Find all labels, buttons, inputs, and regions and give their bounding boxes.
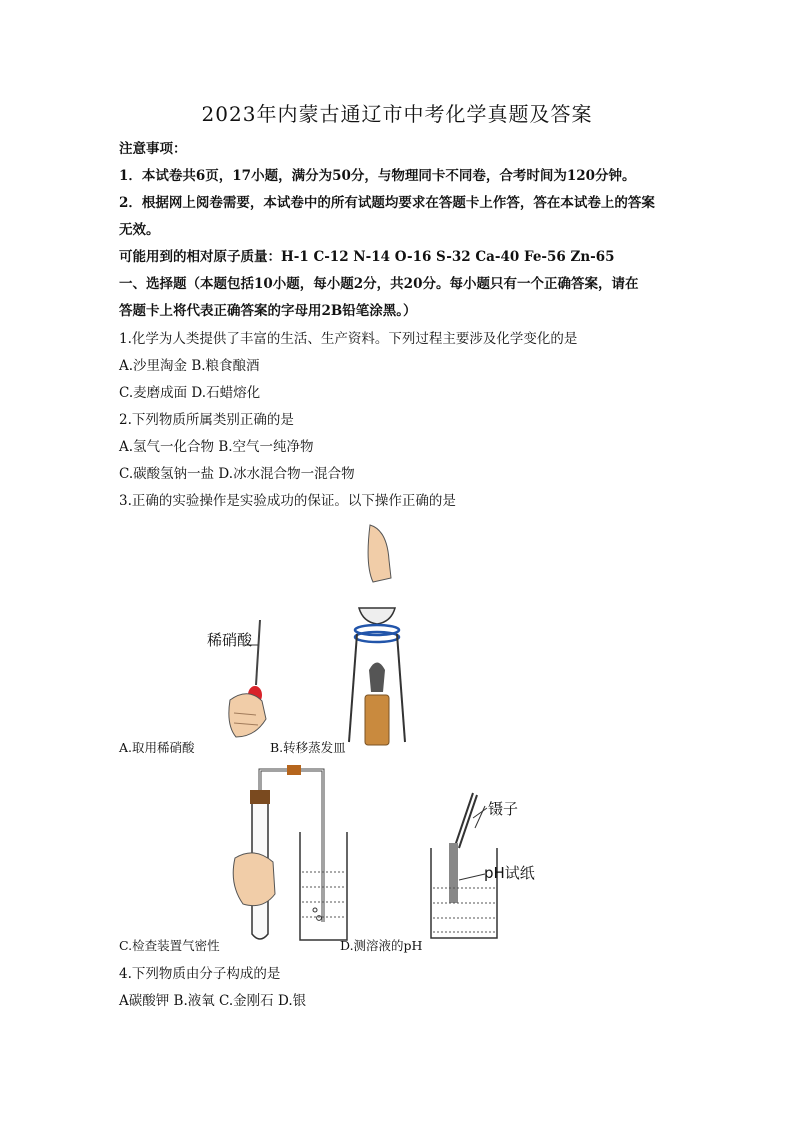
caption-d: D.测溶液的pH [340,938,423,953]
caption-a: A.取用稀硝酸 [119,740,195,755]
q1-options-ab: A.沙里淘金 B.粮食酿酒 [119,358,260,374]
caption-c: C.检查装置气密性 [119,938,220,953]
notice-item-2-cont: 无效。 [119,222,160,238]
section-heading: 一、选择题（本题包括10小题，每小题2分，共20分。每小题只有一个正确答案，请在 [119,276,639,292]
figure-airtightness-check [225,762,355,947]
q2-options-cd: C.碳酸氢钠一盐 D.冰水混合物一混合物 [119,466,355,482]
q1-options-cd: C.麦磨成面 D.石蜡熔化 [119,385,261,401]
atomic-masses: 可能用到的相对原子质量：H-1 C-12 N-14 O-16 S-32 Ca-40 Fe-56 Zn-65 [119,249,615,265]
notice-item-1: 1．本试卷共6页，17小题，满分为50分，与物理同卡不同卷，合考时间为120分钟。 [119,168,636,184]
q4-stem: 4.下列物质由分子构成的是 [119,966,281,982]
notice-heading: 注意事项： [119,141,187,157]
label-tweezers: 镊子 [488,800,519,818]
q2-options-ab: A.氢气一化合物 B.空气一纯净物 [119,439,314,455]
label-ph-paper: pH试纸 [484,864,535,882]
notice-item-2: 2．根据网上阅卷需要，本试卷中的所有试题均要求在答题卡上作答，答在本试卷上的答案 [119,195,655,211]
caption-b: B.转移蒸发皿 [270,740,346,755]
figure-evaporating-dish [345,520,410,752]
label-dilute-nitric-acid: 稀硝酸 [207,631,253,649]
q3-stem: 3.正确的实验操作是实验成功的保证。以下操作正确的是 [119,493,456,509]
q4-options: A碳酸钾 B.液氧 C.金刚石 D.银 [119,993,307,1009]
exam-title: 2023年内蒙古通辽市中考化学真题及答案 [201,102,593,126]
section-heading-cont: 答题卡上将代表正确答案的字母用2B铅笔涂黑。） [119,303,417,319]
q1-stem: 1.化学为人类提供了丰富的生活、生产资料。下列过程主要涉及化学变化的是 [119,331,578,347]
q2-stem: 2.下列物质所属类别正确的是 [119,412,294,428]
